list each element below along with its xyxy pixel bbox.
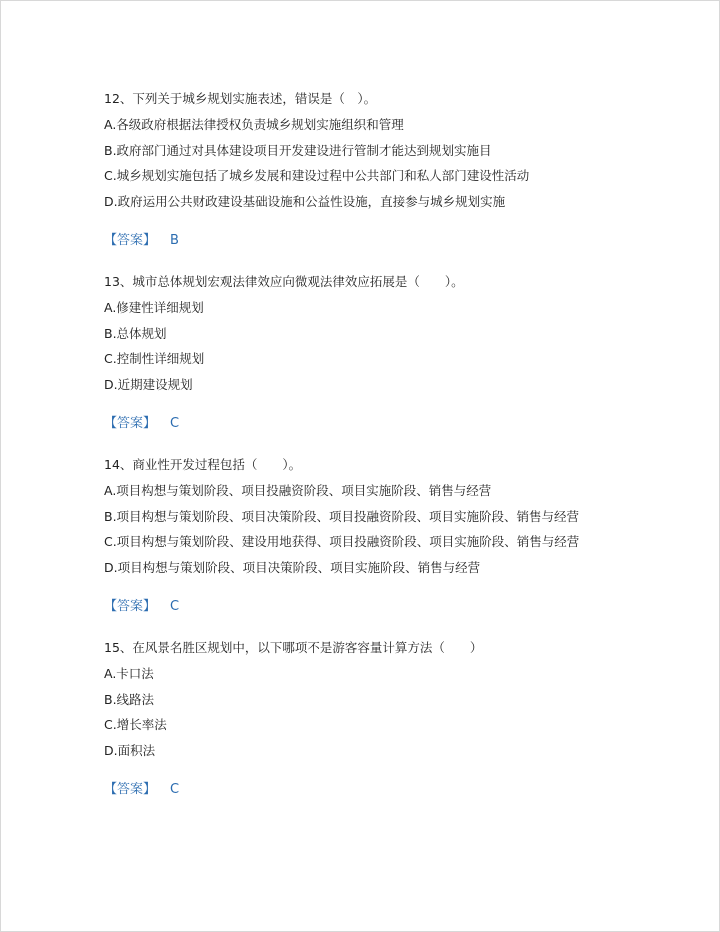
answer-label: 【答案】 [104, 415, 157, 431]
option-b: B.总体规划 [104, 325, 167, 341]
answer-line [104, 780, 664, 800]
question-13 [104, 269, 664, 434]
option-c: C.控制性详细规划 [104, 351, 205, 367]
answer-label: 【答案】 [104, 781, 157, 797]
answer-value: C [170, 415, 180, 431]
option-a: A.各级政府根据法律授权负责城乡规划实施组织和管理 [104, 116, 404, 132]
question-12 [104, 86, 664, 251]
question-stem: 14、商业性开发过程包括（ ）。 [104, 456, 302, 472]
question-stem: 12、下列关于城乡规划实施表述，错误是（ ）。 [104, 91, 377, 106]
answer-label: 【答案】 [104, 598, 157, 614]
answer-line [104, 414, 664, 434]
option-d: D.面积法 [104, 743, 156, 759]
option-c: C.城乡规划实施包括了城乡发展和建设过程中公共部门和私人部门建设性活动 [104, 168, 530, 184]
answer-value: C [170, 781, 180, 797]
option-a: A.项目构想与策划阶段、项目投融资阶段、项目实施阶段、销售与经营 [104, 482, 492, 498]
option-a: A.卡口法 [104, 665, 154, 681]
question-stem: 15、在风景名胜区规划中，以下哪项不是游客容量计算方法（ ） [104, 639, 483, 655]
answer-label: 【答案】 [104, 232, 157, 248]
answer-line [104, 231, 664, 251]
option-b: B.政府部门通过对具体建设项目开发建设进行管制才能达到规划实施目 [104, 142, 492, 158]
option-d: D.项目构想与策划阶段、项目决策阶段、项目实施阶段、销售与经营 [104, 560, 481, 576]
option-d: D.近期建设规划 [104, 377, 193, 393]
option-c: C.增长率法 [104, 717, 167, 733]
answer-line [104, 597, 664, 617]
answer-value: C [170, 598, 180, 614]
option-a: A.修建性详细规划 [104, 299, 204, 315]
answer-value: B [170, 232, 179, 248]
question-14 [104, 452, 664, 617]
question-stem: 13、城市总体规划宏观法律效应向微观法律效应拓展是（ ）。 [104, 273, 464, 289]
option-b: B.线路法 [104, 691, 155, 707]
option-c: C.项目构想与策划阶段、建设用地获得、项目投融资阶段、项目实施阶段、销售与经营 [104, 534, 580, 550]
document-content [104, 86, 664, 818]
option-b: B.项目构想与策划阶段、项目决策阶段、项目投融资阶段、项目实施阶段、销售与经营 [104, 508, 580, 524]
option-d: D.政府运用公共财政建设基础设施和公益性设施，直接参与城乡规划实施 [104, 194, 506, 210]
question-15 [104, 635, 664, 800]
